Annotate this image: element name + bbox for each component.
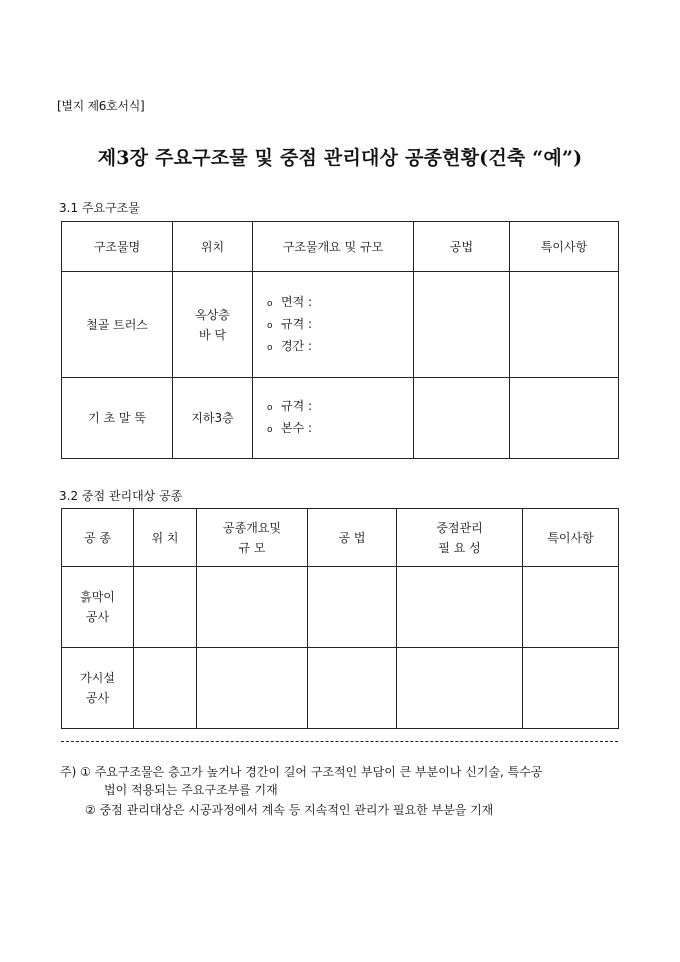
note-1 xyxy=(60,762,542,782)
remarks-cell xyxy=(523,567,619,648)
header-line: 공종개요및 xyxy=(223,520,281,535)
note-1-text: 주요구조물은 층고가 높거나 경간이 길어 구조적인 부담이 큰 부분이나 신기술, 특수공 xyxy=(94,765,543,779)
work-type-line: 공사 xyxy=(85,691,110,705)
location-cell xyxy=(173,272,253,378)
section-heading-main-structures: 3.1 주요구조물 xyxy=(59,201,140,215)
management-need-cell xyxy=(397,648,523,729)
overview-item-label: 경간 : xyxy=(281,338,313,353)
header-line: 규 모 xyxy=(238,540,266,555)
header-structure-name: 구조물명 xyxy=(62,222,173,272)
overview-item xyxy=(267,314,413,336)
method-cell xyxy=(414,272,510,378)
overview-item-label: 면적 : xyxy=(281,294,313,309)
location-cell xyxy=(134,567,197,648)
location-cell xyxy=(134,648,197,729)
work-type-cell xyxy=(62,648,134,729)
bullet-mark: o xyxy=(267,425,273,435)
remarks-cell xyxy=(510,378,619,459)
structure-name-cell: 기 초 말 뚝 xyxy=(62,378,173,459)
management-need-cell xyxy=(397,567,523,648)
header-line: 필 요 성 xyxy=(438,540,481,555)
table-header-row xyxy=(62,222,619,272)
notes-prefix: 주) xyxy=(60,765,77,779)
location-line: 바 닥 xyxy=(199,327,226,342)
section-heading-key-work-types: 3.2 중점 관리대상 공종 xyxy=(59,489,183,503)
overview-item-label: 본수 : xyxy=(281,421,313,435)
bullet-mark: o xyxy=(267,403,273,413)
page-title: 제3장 주요구조물 및 중점 관리대상 공종현황(건축 “예”) xyxy=(97,147,583,169)
note-2 xyxy=(85,800,493,820)
table-row xyxy=(62,648,619,729)
overview-cell xyxy=(253,378,414,459)
overview-cell xyxy=(197,648,308,729)
method-cell xyxy=(308,567,397,648)
header-overview: 구조물개요 및 규모 xyxy=(253,222,414,272)
overview-cell xyxy=(197,567,308,648)
note-2-text: 중점 관리대상은 시공과정에서 계속 등 지속적인 관리가 필요한 부분을 기재 xyxy=(99,803,494,817)
header-location: 위치 xyxy=(173,222,253,272)
bullet-mark: o xyxy=(267,320,273,331)
form-number-tag: [별지 제6호서식] xyxy=(57,99,145,113)
header-line: 중점관리 xyxy=(436,520,483,535)
header-remarks: 특이사항 xyxy=(510,222,619,272)
overview-item-label: 규격 : xyxy=(281,316,313,331)
method-cell xyxy=(414,378,510,459)
overview-item xyxy=(267,336,413,358)
header-location: 위 치 xyxy=(134,509,197,567)
note-2-mark: ② xyxy=(85,803,96,817)
header-method: 공 법 xyxy=(308,509,397,567)
main-structures-table xyxy=(61,221,619,459)
work-type-line: 가시설 xyxy=(80,671,115,685)
work-type-cell xyxy=(62,567,134,648)
location-line: 옥상층 xyxy=(195,307,230,322)
header-remarks: 특이사항 xyxy=(523,509,619,567)
bullet-mark: o xyxy=(267,298,273,309)
work-type-line: 흙막이 xyxy=(80,590,115,604)
header-method: 공법 xyxy=(414,222,510,272)
header-work-type: 공 종 xyxy=(62,509,134,567)
bullet-mark: o xyxy=(267,342,273,353)
overview-item xyxy=(267,396,413,418)
method-cell xyxy=(308,648,397,729)
note-1-mark: ① xyxy=(80,765,91,779)
note-1-continuation: 법이 적용되는 주요구조부를 기재 xyxy=(104,783,278,797)
table-header-row xyxy=(62,509,619,567)
header-management-need xyxy=(397,509,523,567)
work-type-line: 공사 xyxy=(85,610,110,624)
table-row xyxy=(62,378,619,459)
remarks-cell xyxy=(523,648,619,729)
overview-cell xyxy=(253,272,414,378)
overview-item xyxy=(267,292,413,314)
location-cell: 지하3층 xyxy=(173,378,253,459)
dashed-divider xyxy=(61,741,618,742)
overview-item xyxy=(267,418,413,440)
key-work-types-table xyxy=(61,508,619,729)
remarks-cell xyxy=(510,272,619,378)
table-row xyxy=(62,272,619,378)
table-row xyxy=(62,567,619,648)
structure-name-cell: 철골 트러스 xyxy=(62,272,173,378)
header-overview xyxy=(197,509,308,567)
overview-item-label: 규격 : xyxy=(281,399,313,413)
